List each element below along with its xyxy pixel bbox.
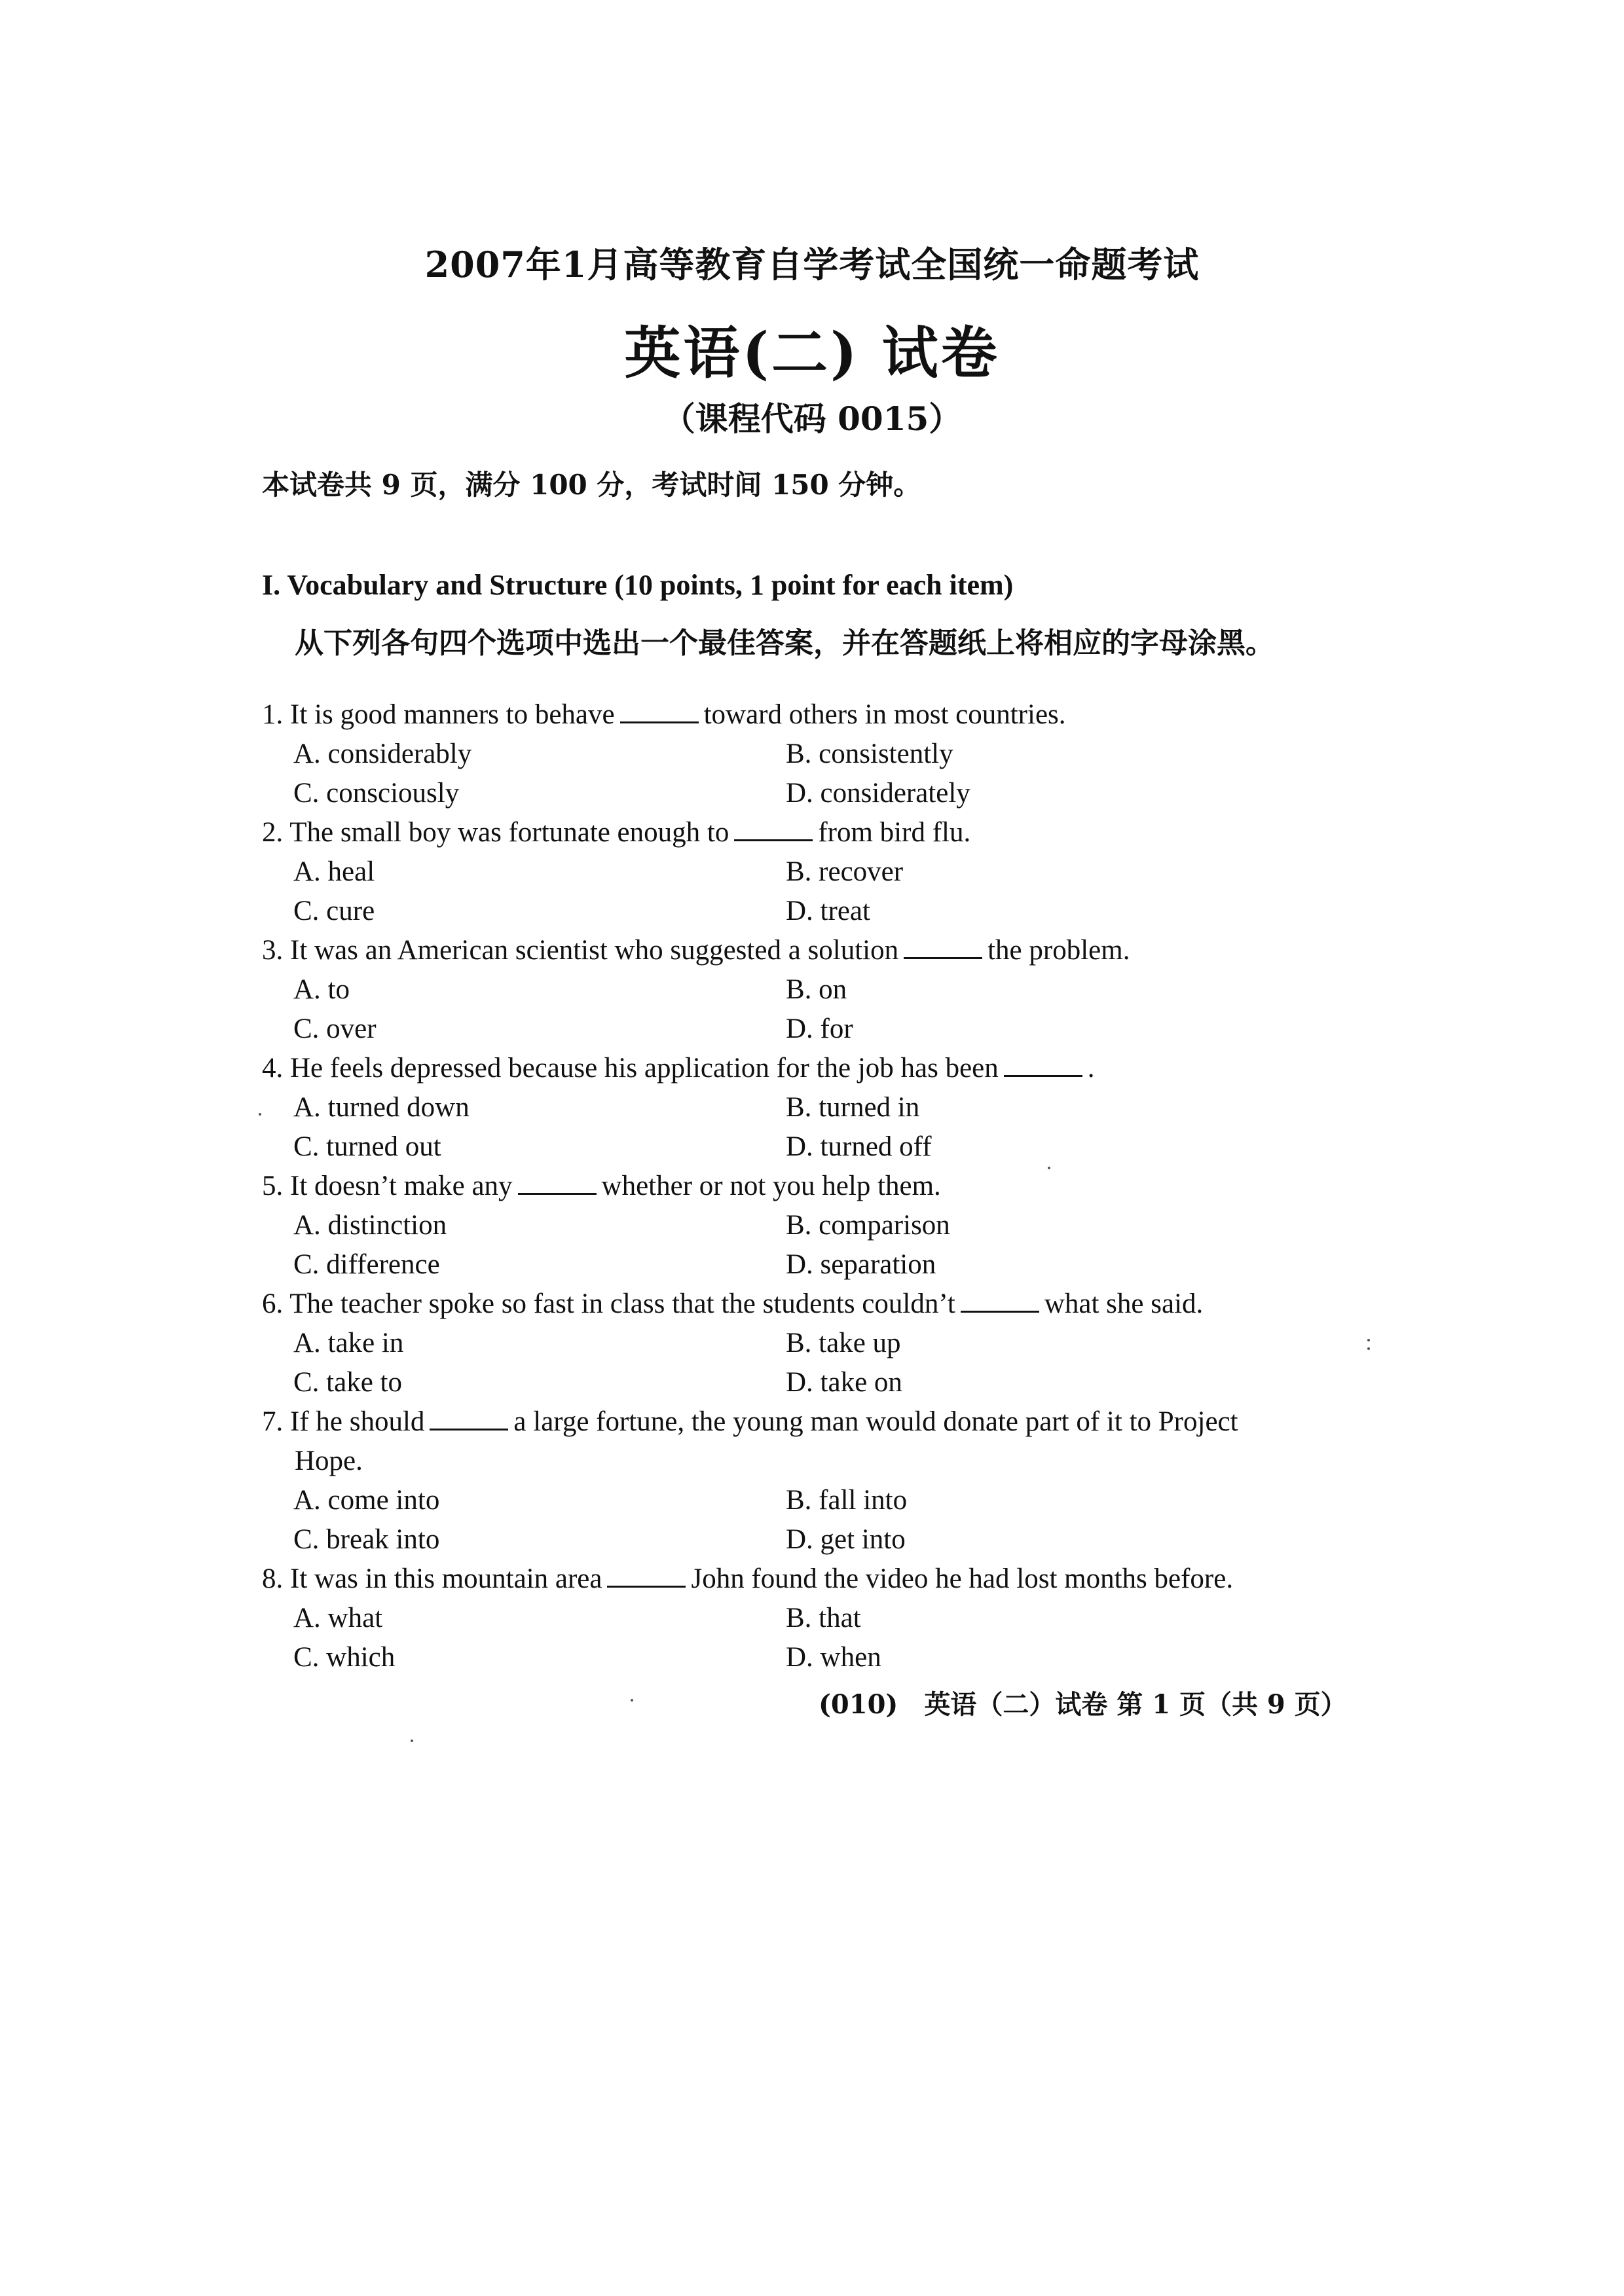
option-a: A. to	[293, 974, 350, 1005]
page-footer: (010) 英语（二）试卷 第 1 页（共 9 页）	[819, 1689, 1347, 1720]
stem-text-after: a large fortune, the young man would donate part of it to Project	[513, 1406, 1238, 1437]
stem-text-after: whether or not you help them.	[601, 1171, 941, 1201]
question-4	[262, 1049, 1323, 1167]
scan-speck	[631, 1699, 633, 1702]
exam-header-line1: 2007年1月高等教育自学考试全国统一命题考试	[424, 244, 1200, 285]
option-a: A. heal	[293, 856, 375, 887]
option-c: C. turned out	[293, 1131, 441, 1162]
answer-blank	[904, 935, 982, 959]
stem-continuation: Hope.	[295, 1446, 363, 1476]
stem-text-before: 6. The teacher spoke so fast in class that the students couldn’t	[262, 1288, 955, 1319]
question-stem	[262, 1402, 1323, 1442]
stem-text-before: 2. The small boy was fortunate enough to	[262, 817, 729, 848]
stem-text-before: 4. He feels depressed because his application for the job has been	[262, 1053, 999, 1084]
stem-text-before: 8. It was in this mountain area	[262, 1563, 602, 1594]
option-b: B. recover	[786, 856, 904, 887]
question-1	[262, 695, 1323, 813]
option-c: C. over	[293, 1013, 377, 1044]
question-stem	[262, 931, 1323, 970]
answer-blank	[961, 1288, 1039, 1313]
option-b: B. on	[786, 974, 847, 1005]
option-c: C. difference	[293, 1249, 440, 1280]
stem-text-after: what she said.	[1044, 1288, 1204, 1319]
stem-text-after: the problem.	[987, 935, 1130, 966]
option-a: A. turned down	[293, 1092, 470, 1123]
scan-speck	[411, 1740, 413, 1742]
option-a: A. take in	[293, 1328, 404, 1358]
stem-text-after: from bird flu.	[818, 817, 971, 848]
answer-blank	[430, 1406, 508, 1430]
option-a: A. considerably	[293, 738, 472, 769]
question-stem	[262, 1285, 1323, 1324]
option-d: D. get into	[786, 1524, 906, 1555]
stem-text-before: 7. If he should	[262, 1406, 425, 1437]
option-b: B. fall into	[786, 1485, 908, 1516]
scan-speck	[1367, 1339, 1370, 1341]
stem-text-after: toward others in most countries.	[703, 699, 1066, 730]
option-d: D. treat	[786, 896, 870, 926]
option-b: B. consistently	[786, 738, 953, 769]
question-stem	[262, 1559, 1323, 1599]
option-a: A. come into	[293, 1485, 440, 1516]
question-5	[262, 1167, 1323, 1285]
option-a: A. distinction	[293, 1210, 447, 1241]
option-d: D. separation	[786, 1249, 936, 1280]
question-3	[262, 931, 1323, 1049]
option-d: D. for	[786, 1013, 853, 1044]
question-stem	[262, 1167, 1323, 1206]
question-6	[262, 1285, 1323, 1402]
question-list	[262, 695, 1323, 1677]
stem-text-after: John found the video he had lost months before.	[691, 1563, 1234, 1594]
option-a: A. what	[293, 1603, 383, 1633]
scan-speck	[259, 1113, 261, 1116]
option-b: B. that	[786, 1603, 861, 1633]
stem-text-before: 5. It doesn’t make any	[262, 1171, 513, 1201]
answer-blank	[607, 1563, 686, 1588]
question-stem	[262, 813, 1323, 852]
option-c: C. which	[293, 1642, 396, 1673]
option-d: D. considerately	[786, 778, 970, 809]
stem-text-before: 1. It is good manners to behave	[262, 699, 615, 730]
option-d: D. turned off	[786, 1131, 932, 1162]
question-7	[262, 1402, 1323, 1559]
option-b: B. turned in	[786, 1092, 920, 1123]
question-stem	[262, 1049, 1323, 1088]
option-b: B. take up	[786, 1328, 901, 1358]
option-b: B. comparison	[786, 1210, 950, 1241]
option-c: C. consciously	[293, 778, 460, 809]
answer-blank	[518, 1171, 597, 1195]
course-code: （课程代码 0015）	[662, 399, 962, 438]
answer-blank	[734, 817, 813, 841]
option-c: C. break into	[293, 1524, 440, 1555]
option-c: C. cure	[293, 896, 375, 926]
answer-blank	[1004, 1053, 1082, 1077]
scan-speck	[1367, 1347, 1370, 1350]
option-d: D. take on	[786, 1367, 902, 1398]
exam-intro: 本试卷共 9 页，满分 100 分，考试时间 150 分钟。	[262, 469, 921, 501]
stem-text-after: .	[1087, 1053, 1095, 1084]
scan-speck	[1048, 1167, 1050, 1169]
option-d: D. when	[786, 1642, 881, 1673]
question-stem	[262, 695, 1323, 735]
section-instruction: 从下列各句四个选项中选出一个最佳答案，并在答题纸上将相应的字母涂黑。	[295, 627, 1274, 660]
question-8	[262, 1559, 1323, 1677]
option-c: C. take to	[293, 1367, 402, 1398]
section-title: I. Vocabulary and Structure (10 points, 1 point for each item)	[262, 569, 1014, 601]
exam-title: 英语(二) 试卷	[624, 320, 1000, 386]
stem-text-before: 3. It was an American scientist who suggested a solution	[262, 935, 899, 966]
question-2	[262, 813, 1323, 931]
answer-blank	[620, 699, 699, 723]
